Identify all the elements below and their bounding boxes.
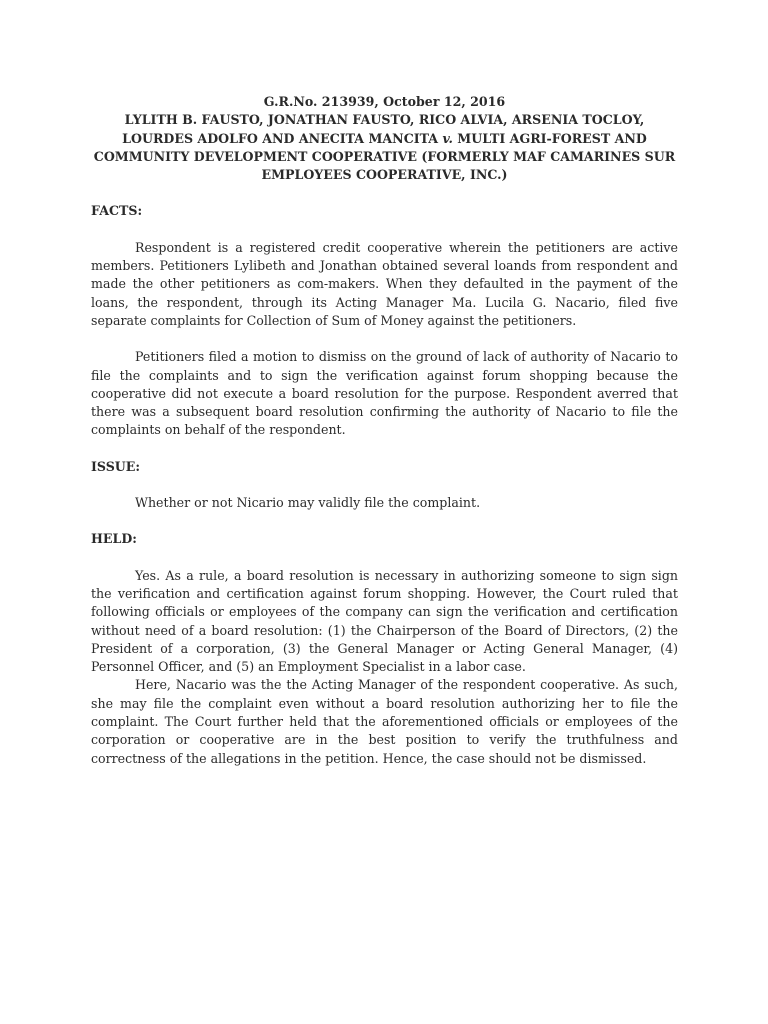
case-citation: G.R.No. 213939, October 12, 2016 [263, 94, 506, 109]
held-paragraph-2: Here, Nacario was the the Acting Manager of the respondent cooperative. As such, she may file the complaint even without a board resolution authorizing her to file the complaint. The Court further held that the aforementioned officials or employees of the corporation or cooperative are in the best position to verify the truthfulness and correctness of the allegations in the petition. Hence, the case should not be dismissed. [91, 677, 678, 766]
document-page [91, 93, 678, 768]
respondent-name: MULTI AGRI-FOREST AND COMMUNITY DEVELOPMENT COOPERATIVE (FORMERLY MAF CAMARINES SUR EMPLOYEES COOPERATIVE, INC.) [93, 130, 676, 183]
issue-heading: ISSUE: [91, 458, 141, 474]
case-title [91, 111, 678, 184]
facts-paragraph-2: Petitioners filed a motion to dismiss on the ground of lack of authority of Nacario to file the complaints and to sign the verification against forum shopping because the cooperative did not execute a board resolution for the purpose. Respondent averred that there was a subsequent board resolution confirming the authority of Nacario to file the complaints on behalf of the respondent. [91, 349, 678, 438]
facts-paragraph-1: Respondent is a registered credit cooperative wherein the petitioners are active members. Petitioners Lylibeth and Jonathan obtained several loands from respondent and made the other petitioners as com-makers. When they defaulted in the payment of the loans, the respondent, through its Acting Manager Ma. Lucila G. Nacario, filed five separate complaints for Collection of Sum of Money against the petitioners. [91, 239, 678, 328]
facts-heading: FACTS: [91, 203, 143, 219]
held-heading: HELD: [91, 531, 137, 547]
case-header [91, 93, 678, 184]
petitioners-names: LYLITH B. FAUSTO, JONATHAN FAUSTO, RICO ALVIA, ARSENIA TOCLOY, LOURDES ADOLFO AND ANECITA MANCITA [122, 112, 645, 146]
held-paragraph-1: Yes. As a rule, a board resolution is necessary in authorizing someone to sign sign the verification and certification against forum shopping. However, the Court ruled that following officials or employees of the company can sign the verification and certification without need of a board resolution: (1) the Chairperson of the Board of Directors, (2) the President of a corporation, (3) the General Manager or Acting General Manager, (4) Personnel Officer, and (5) an Employment Specialist in a labor case. [91, 567, 678, 675]
versus-label: v. [442, 130, 453, 146]
issue-paragraph-1: Whether or not Nicario may validly file the complaint. [135, 495, 481, 511]
